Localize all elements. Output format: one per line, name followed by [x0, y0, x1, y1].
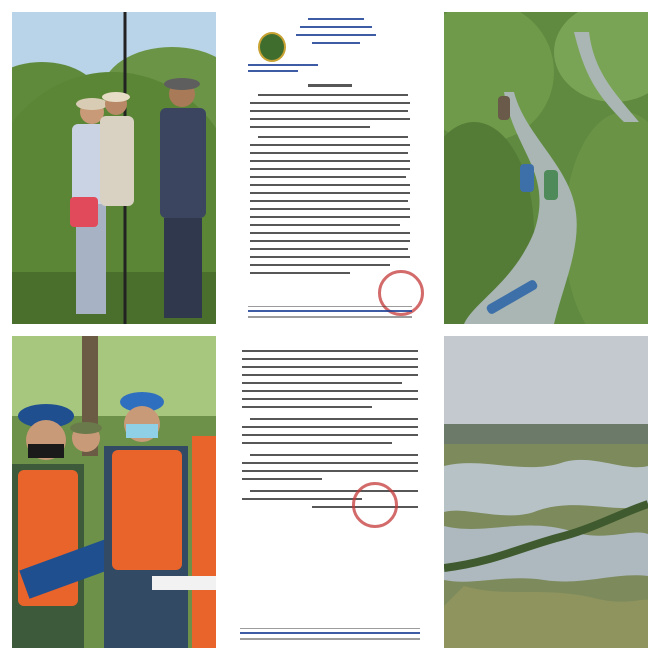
- field-survey-photo: [12, 12, 216, 324]
- boats-illustration: [444, 12, 648, 324]
- aerial-illustration: [444, 336, 648, 648]
- ministry-letter-page-1: [228, 12, 432, 324]
- aerial-wetland-photo: [444, 336, 648, 648]
- boats-in-flooded-forest-photo: [444, 12, 648, 324]
- official-seal: [352, 482, 398, 528]
- field-survey-illustration: [12, 12, 216, 324]
- ministry-emblem: [258, 32, 286, 62]
- team-illustration: [12, 336, 216, 648]
- team-lifejackets-photo: [12, 336, 216, 648]
- ministry-letter-page-2: [228, 336, 432, 648]
